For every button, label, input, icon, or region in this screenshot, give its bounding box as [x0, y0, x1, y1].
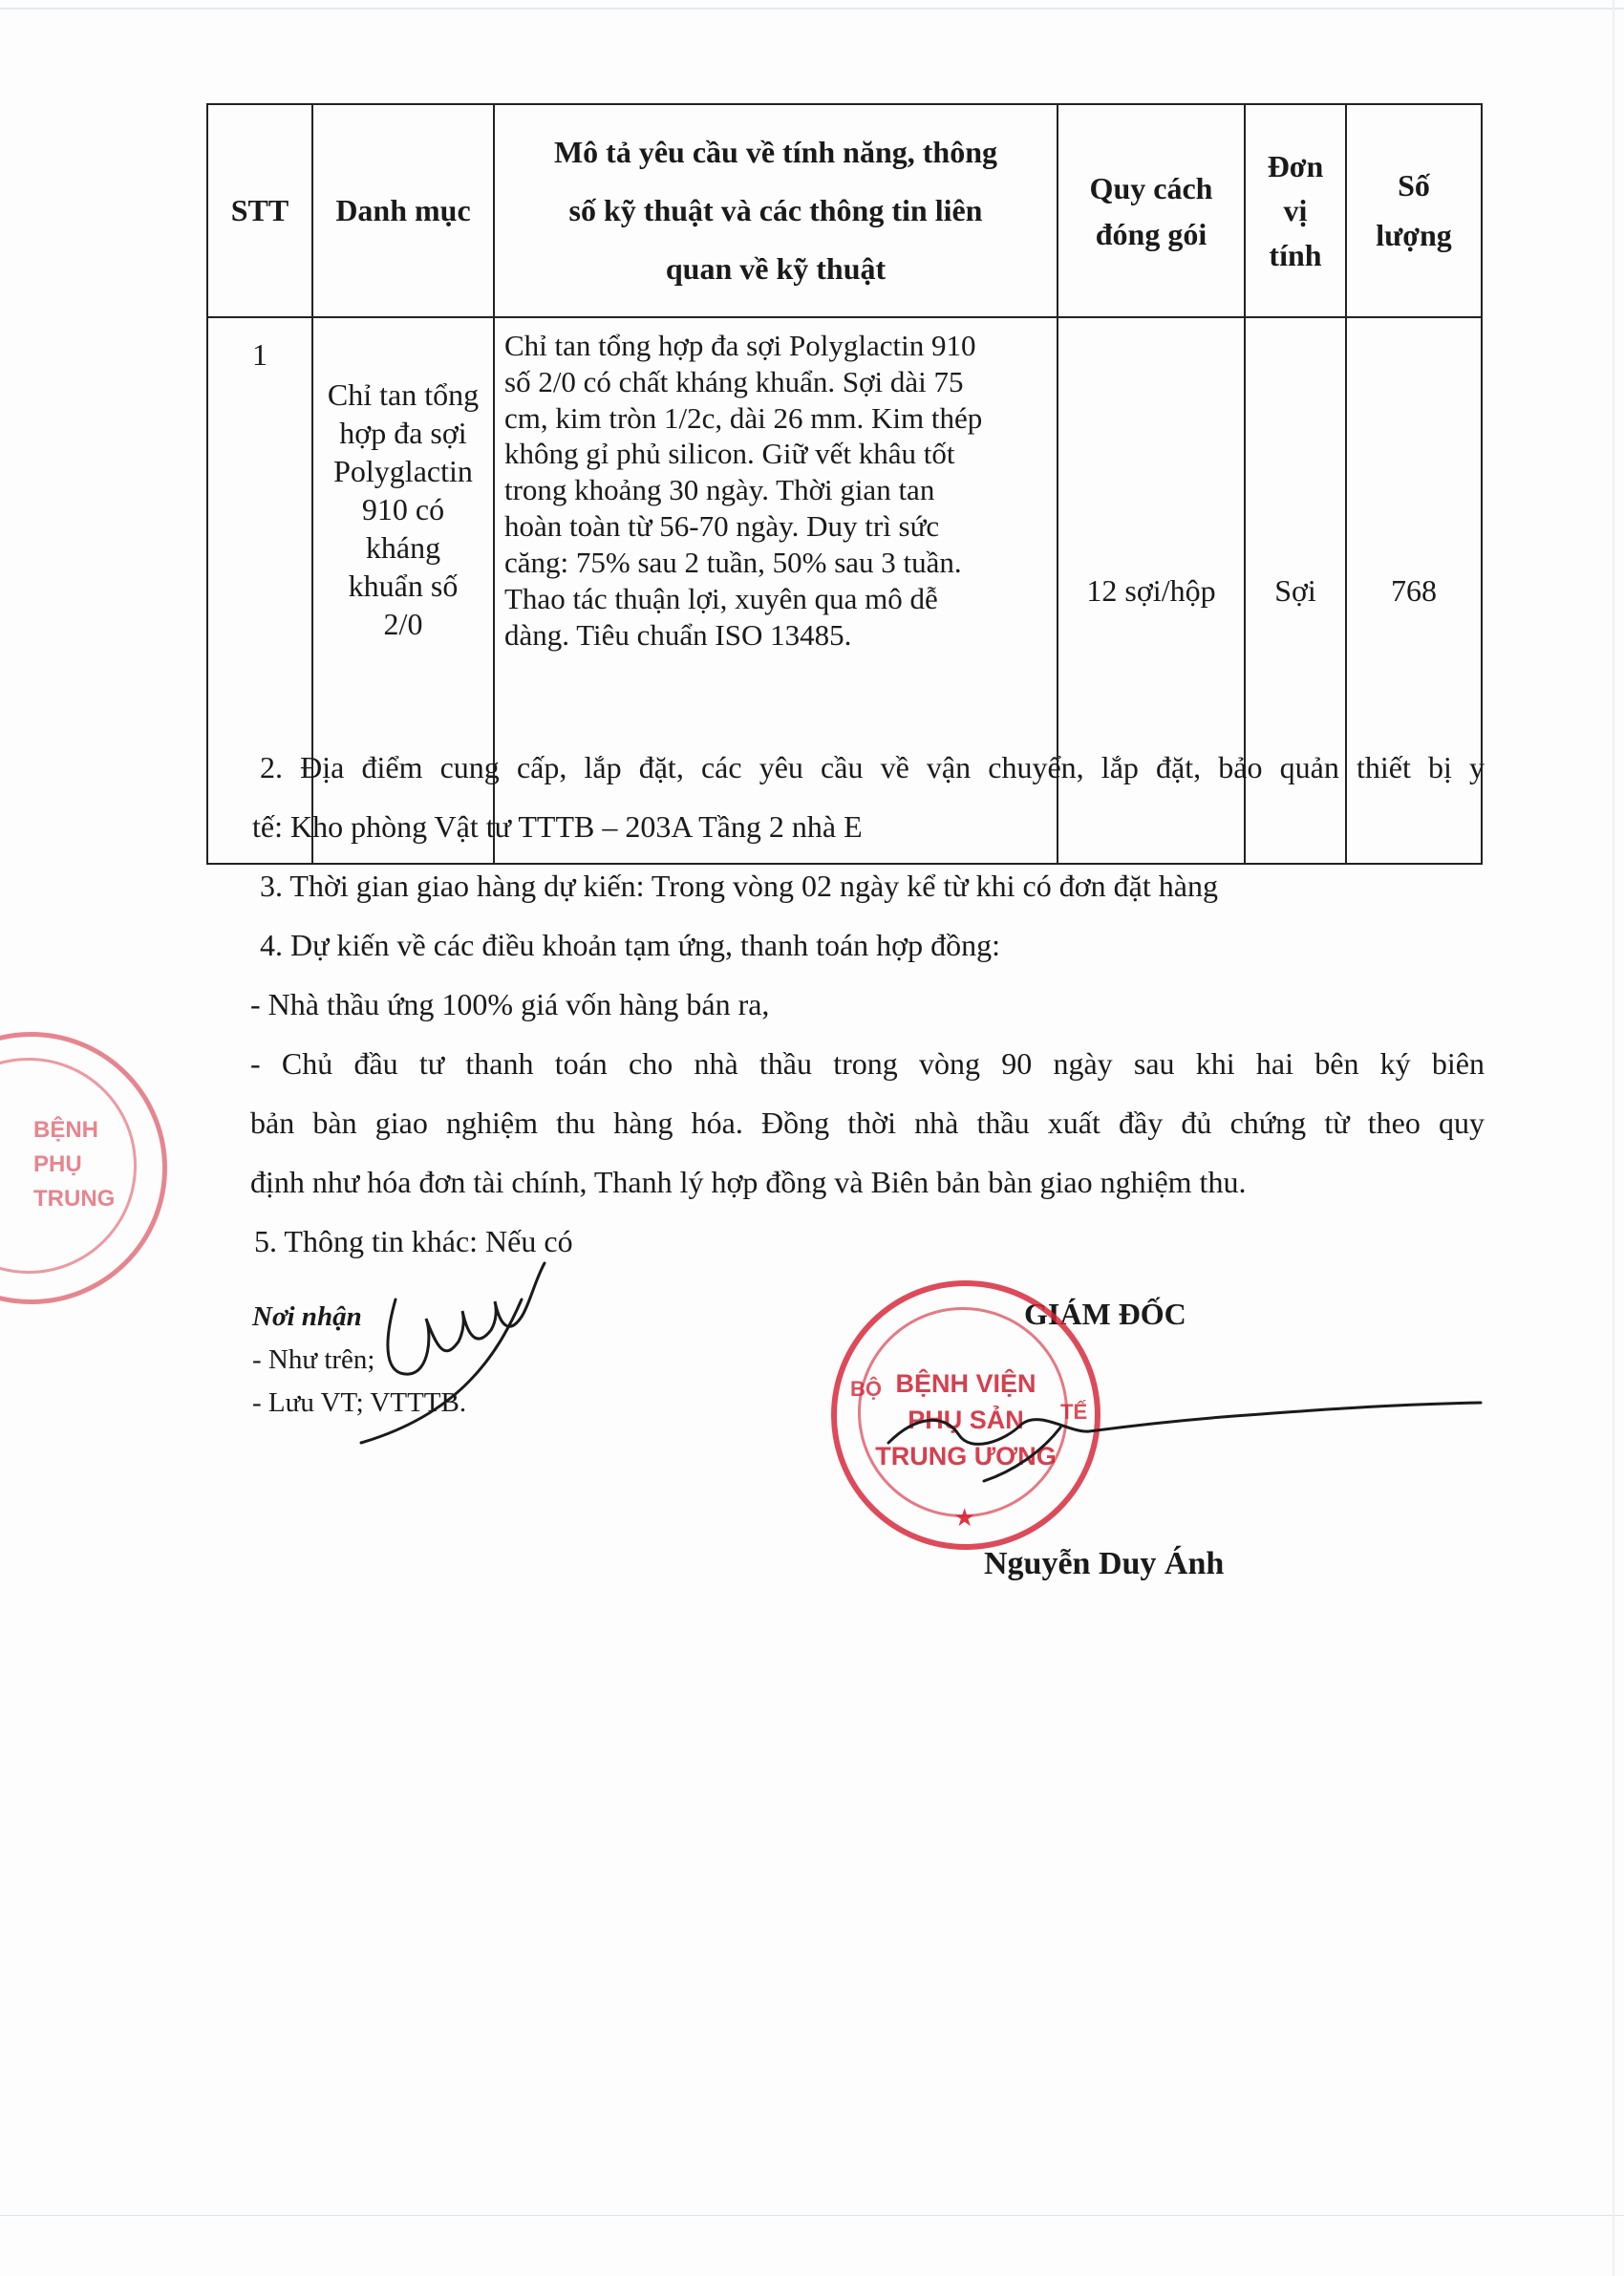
item-4b-line-1: - Chủ đầu tư thanh toán cho nhà thầu trong vòng 90 ngày sau khi hai bên ký biên: [250, 1046, 1485, 1081]
header-don-vi-line-1: Đơn: [1267, 148, 1324, 183]
item-4: 4. Dự kiến về các điều khoản tạm ứng, thanh toán hợp đồng:: [260, 928, 1000, 962]
item-4b-line-2: bản bàn giao nghiệm thu hàng hóa. Đồng thời nhà thầu xuất đầy đủ chứng từ theo quy: [250, 1106, 1485, 1140]
item-4b-line-3: định như hóa đơn tài chính, Thanh lý hợp đồng và Biên bản bàn giao nghiệm thu.: [250, 1165, 1247, 1199]
header-mo-ta: [494, 104, 1058, 317]
table-header-row: [207, 104, 1482, 317]
scan-edge-bottom: [0, 2215, 1624, 2216]
cell-mo-ta-line-1: Chỉ tan tổng hợp đa sợi Polyglactin 910: [504, 329, 976, 362]
recipients-title: Nơi nhận: [252, 1301, 362, 1332]
director-signature: [860, 1376, 1490, 1500]
cell-mo-ta-line-4: không gỉ phủ silicon. Giữ vết khâu tốt: [504, 437, 955, 471]
side-stamp: [0, 1032, 167, 1304]
side-stamp-line-2: PHỤ: [33, 1151, 82, 1177]
header-don-vi: [1245, 104, 1346, 317]
recipient-item-1: - Như trên;: [252, 1344, 375, 1375]
cell-danh-muc-line-2: hợp đa sợi: [339, 416, 467, 450]
cell-quy-cach: 12 sợi/hộp: [1058, 317, 1245, 864]
header-quy-cach-line-1: Quy cách: [1089, 170, 1213, 205]
cell-danh-muc-line-6: khuẩn số: [348, 569, 459, 603]
stamp-left-text: BỘ: [850, 1377, 882, 1401]
header-mo-ta-line-2: số kỹ thuật và các thông tin liên: [568, 193, 983, 228]
header-so-luong: [1346, 104, 1482, 317]
cell-mo-ta-line-9: dàng. Tiêu chuẩn ISO 13485.: [504, 617, 852, 652]
header-quy-cach-line-2: đóng gói: [1095, 216, 1207, 251]
header-danh-muc: Danh mục: [312, 104, 494, 317]
cell-danh-muc-line-1: Chỉ tan tổng: [327, 377, 480, 412]
signer-position: GIÁM ĐỐC: [1024, 1297, 1186, 1331]
scan-edge-right: [1613, 0, 1614, 2276]
cell-danh-muc-line-3: Polyglactin: [333, 454, 473, 488]
cell-don-vi: Sợi: [1245, 317, 1346, 864]
cell-mo-ta-line-5: trong khoảng 30 ngày. Thời gian tan: [504, 473, 935, 507]
header-don-vi-line-3: tính: [1269, 237, 1322, 272]
header-mo-ta-line-1: Mô tả yêu cầu về tính năng, thông: [553, 135, 998, 170]
stamp-line-3: TRUNG ƯƠNG: [875, 1442, 1057, 1471]
header-don-vi-line-2: vị: [1283, 193, 1308, 228]
body-section: [250, 738, 1485, 1271]
cell-mo-ta-line-2: số 2/0 có chất kháng khuẩn. Sợi dài 75: [504, 364, 964, 398]
cell-mo-ta-line-6: hoàn toàn từ 56-70 ngày. Duy trì sức: [504, 509, 940, 544]
item-2-line-1: 2. Địa điểm cung cấp, lắp đặt, các yêu cầu về vận chuyển, lắp đặt, bảo quản thiết bị y: [260, 750, 1485, 784]
stamp-line-1: BỆNH VIỆN: [895, 1369, 1036, 1398]
cell-danh-muc-line-7: 2/0: [383, 607, 423, 641]
cell-mo-ta-line-3: cm, kim tròn 1/2c, dài 26 mm. Kim thép: [504, 400, 983, 435]
item-2-line-2: tế: Kho phòng Vật tư TTTB – 203A Tầng 2 nhà E: [252, 809, 863, 844]
stamp-line-2: PHỤ SẢN: [908, 1406, 1024, 1434]
item-5: 5. Thông tin khác: Nếu có: [254, 1224, 573, 1258]
cell-so-luong: 768: [1346, 317, 1482, 864]
header-quy-cach: [1058, 104, 1245, 317]
item-3: 3. Thời gian giao hàng dự kiến: Trong vòng 02 ngày kể từ khi có đơn đặt hàng: [260, 869, 1218, 903]
item-4a: - Nhà thầu ứng 100% giá vốn hàng bán ra,: [250, 987, 770, 1021]
cell-danh-muc-line-4: 910 có: [361, 492, 445, 526]
header-mo-ta-line-3: quan về kỹ thuật: [665, 250, 887, 286]
header-so-luong-line-2: lượng: [1376, 217, 1452, 252]
side-stamp-line-1: BỆNH: [33, 1117, 99, 1143]
stamp-star-icon: ★: [953, 1504, 976, 1532]
initial-signature: [353, 1242, 602, 1452]
cell-danh-muc-line-5: kháng: [365, 530, 441, 565]
cell-mo-ta-line-8: Thao tác thuận lợi, xuyên qua mô dễ: [504, 581, 938, 615]
scan-edge-top: [0, 8, 1624, 10]
side-stamp-line-3: TRUNG: [33, 1186, 116, 1212]
cell-mo-ta-line-7: căng: 75% sau 2 tuần, 50% sau 3 tuần.: [504, 545, 962, 579]
cell-stt: 1: [207, 317, 312, 864]
header-so-luong-line-1: Số: [1398, 168, 1430, 204]
stamp-right-text: TẾ: [1060, 1400, 1088, 1424]
header-stt: STT: [207, 104, 312, 317]
signer-name: Nguyễn Duy Ánh: [984, 1546, 1225, 1581]
recipient-item-2: - Lưu VT; VTTTB.: [252, 1387, 467, 1418]
